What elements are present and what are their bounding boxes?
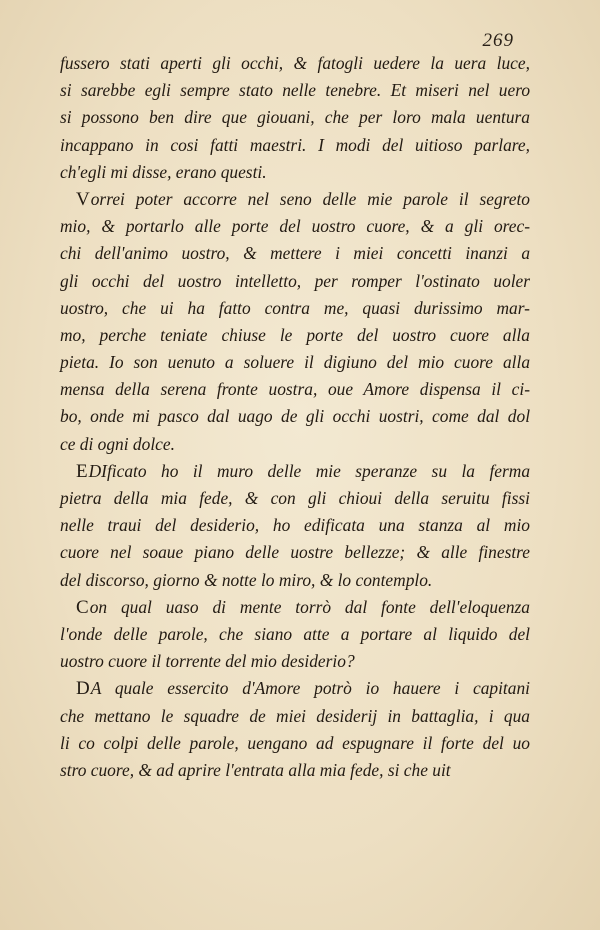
text-line: si sarebbe egli sempre stato nelle tenebre. Et miseri nel uero (60, 80, 531, 101)
text-line: mo, perche teniate chiuse le porte del uostro cuore alla (60, 324, 530, 345)
text-line: nelle traui del desiderio, ho edificata una stanza al mio (60, 515, 530, 536)
text-line: li co colpi delle parole, uengano ad espugnare il forte del uo (60, 732, 530, 753)
paragraph-3 (60, 458, 530, 594)
text-line: cuore nel soaue piano delle uostre bellezze; & alle finestre (60, 542, 531, 563)
text-line: incappano in cosi fatti maestri. I modi del uitioso parlare, (60, 134, 530, 155)
text-line-rest: on qual uaso di mente torrò dal fonte dell'eloquenza (89, 596, 530, 617)
text-line: che mettano le squadre de miei desiderij in battaglia, i qua (60, 705, 530, 726)
page-number: 269 (482, 30, 514, 51)
initial-letter: D (76, 678, 91, 700)
text-line: fussero stati aperti gli occhi, & fatogli uedere la uera luce, (60, 53, 530, 73)
text-line: bo, onde mi pasco dal uago de gli occhi uostri, come dal dol (60, 406, 531, 427)
initial-letter: C (76, 596, 90, 618)
paragraph-5 (60, 675, 530, 784)
text-line (60, 186, 530, 213)
text-line-rest: DIficato ho il muro delle mie speranze su la ferma (88, 460, 531, 481)
paragraph-1 (60, 50, 530, 186)
text-line-rest: orrei poter accorre nel seno delle mie parole il segreto (90, 188, 531, 209)
initial-letter: V (76, 188, 91, 210)
paragraph-4 (60, 594, 530, 676)
text-line: uostro, che ui ha fatto contra me, quasi durissimo mar- (60, 297, 530, 318)
text-line: stro cuore, & ad aprire l'entrata alla mia fede, si che uit (60, 759, 451, 780)
text-line (60, 675, 530, 702)
text-line: l'onde delle parole, che siano atte a portare al liquido del (60, 623, 531, 644)
text-line: pietra della mia fede, & con gli chioui della seruitu fissi (60, 488, 530, 508)
text-line-rest: A quale essercito d'Amore potrò io hauere i capitani (90, 678, 530, 699)
text-line: si possono ben dire que giouani, che per loro mala uentura (60, 107, 531, 128)
text-line (60, 458, 530, 485)
text-line: gli occhi del uostro intelletto, per romper l'ostinato uoler (60, 270, 531, 291)
text-line: pieta. Io son uenuto a soluere il digiuno del mio cuore alla (60, 352, 531, 373)
text-line: mio, & portarlo alle porte del uostro cuore, & a gli orec- (60, 216, 531, 237)
text-line: ch'egli mi disse, erano questi. (60, 161, 267, 182)
text-line (60, 594, 530, 621)
text-line: ce di ogni dolce. (60, 433, 175, 454)
text-line: del discorso, giorno & notte lo miro, & lo contemplo. (60, 569, 433, 590)
initial-letter: E (76, 460, 89, 482)
text-line: chi dell'animo uostro, & mettere i miei concetti inanzi a (60, 243, 531, 264)
text-line: mensa della serena fronte uostra, oue Amore dispensa il ci- (60, 379, 531, 400)
page-text (60, 50, 530, 784)
text-line: uostro cuore il torrente del mio desiderio? (60, 651, 355, 672)
paragraph-2 (60, 186, 530, 458)
